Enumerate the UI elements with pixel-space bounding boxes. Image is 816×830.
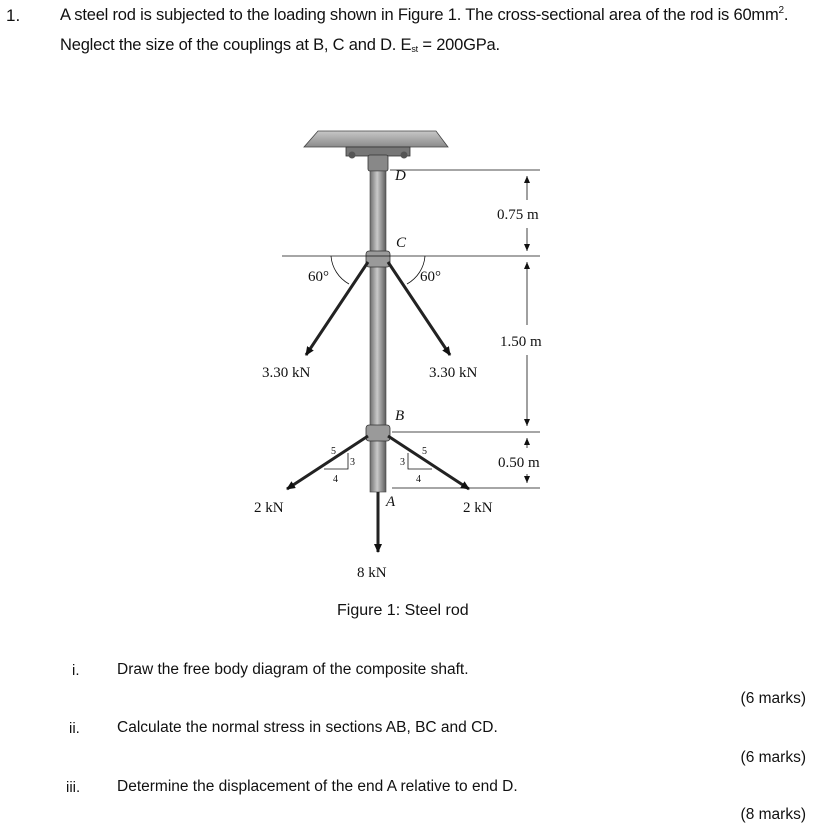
slope-left-horizontal: 4 <box>333 474 338 485</box>
coupling-b <box>366 425 390 441</box>
question-number: 1. <box>6 6 21 25</box>
point-a-label: A <box>386 494 396 510</box>
coupling-d <box>368 155 388 171</box>
point-b-label: B <box>395 408 405 424</box>
part-2-number: ii. <box>69 720 80 737</box>
mount-bolt-left <box>349 152 356 159</box>
part-3-marks: (8 marks) <box>740 806 806 823</box>
angle-arc-left <box>331 256 349 284</box>
figure-caption: Figure 1: Steel rod <box>337 602 469 619</box>
slope-left-vertical: 3 <box>350 457 355 468</box>
rod-section-cd <box>370 171 386 252</box>
mount-bolt-right <box>401 152 408 159</box>
load-a-label: 8 kN <box>357 565 387 581</box>
slope-right-hyp: 5 <box>422 446 427 457</box>
angle-right-label: 60° <box>420 269 441 285</box>
part-2-text: Calculate the normal stress in sections AB, BC and CD. <box>117 719 498 736</box>
part-2-marks: (6 marks) <box>740 749 806 766</box>
point-c-label: C <box>396 235 407 251</box>
load-b-left-label: 2 kN <box>254 500 284 516</box>
load-b-right-label: 2 kN <box>463 500 493 516</box>
load-c-left-label: 3.30 kN <box>262 365 311 381</box>
dimension-cb-label: 1.50 m <box>500 334 542 350</box>
slope-right-horizontal: 4 <box>416 474 421 485</box>
part-1-number: i. <box>72 662 80 679</box>
dimension-dc-label: 0.75 m <box>497 207 539 223</box>
angle-left-label: 60° <box>308 269 329 285</box>
part-1-text: Draw the free body diagram of the composite shaft. <box>117 661 469 678</box>
question-line2-main: Neglect the size of the couplings at B, C and D. E <box>60 36 412 54</box>
load-b-left-arrow <box>287 436 368 489</box>
question-line2-subscript: st <box>411 44 418 54</box>
question-line2-end: = 200GPa. <box>417 36 500 54</box>
question-line1-superscript: 2 <box>778 5 784 16</box>
part-1-marks: (6 marks) <box>740 690 806 707</box>
part-3-number: iii. <box>66 779 81 796</box>
dimension-ba-label: 0.50 m <box>498 455 540 471</box>
slope-right-vertical: 3 <box>400 457 405 468</box>
question-line1-main: A steel rod is subjected to the loading shown in Figure 1. The cross-sectional area of the rod is 60mm <box>60 6 779 24</box>
question-line1-end: . <box>783 6 789 24</box>
load-c-right-label: 3.30 kN <box>429 365 478 381</box>
ceiling-support <box>304 131 448 147</box>
coupling-c <box>366 251 390 267</box>
slope-left-hyp: 5 <box>331 446 336 457</box>
point-d-label: D <box>395 168 406 184</box>
rod-section-ab <box>370 440 386 492</box>
rod-section-bc <box>370 266 386 426</box>
part-3-text: Determine the displacement of the end A relative to end D. <box>117 778 518 795</box>
